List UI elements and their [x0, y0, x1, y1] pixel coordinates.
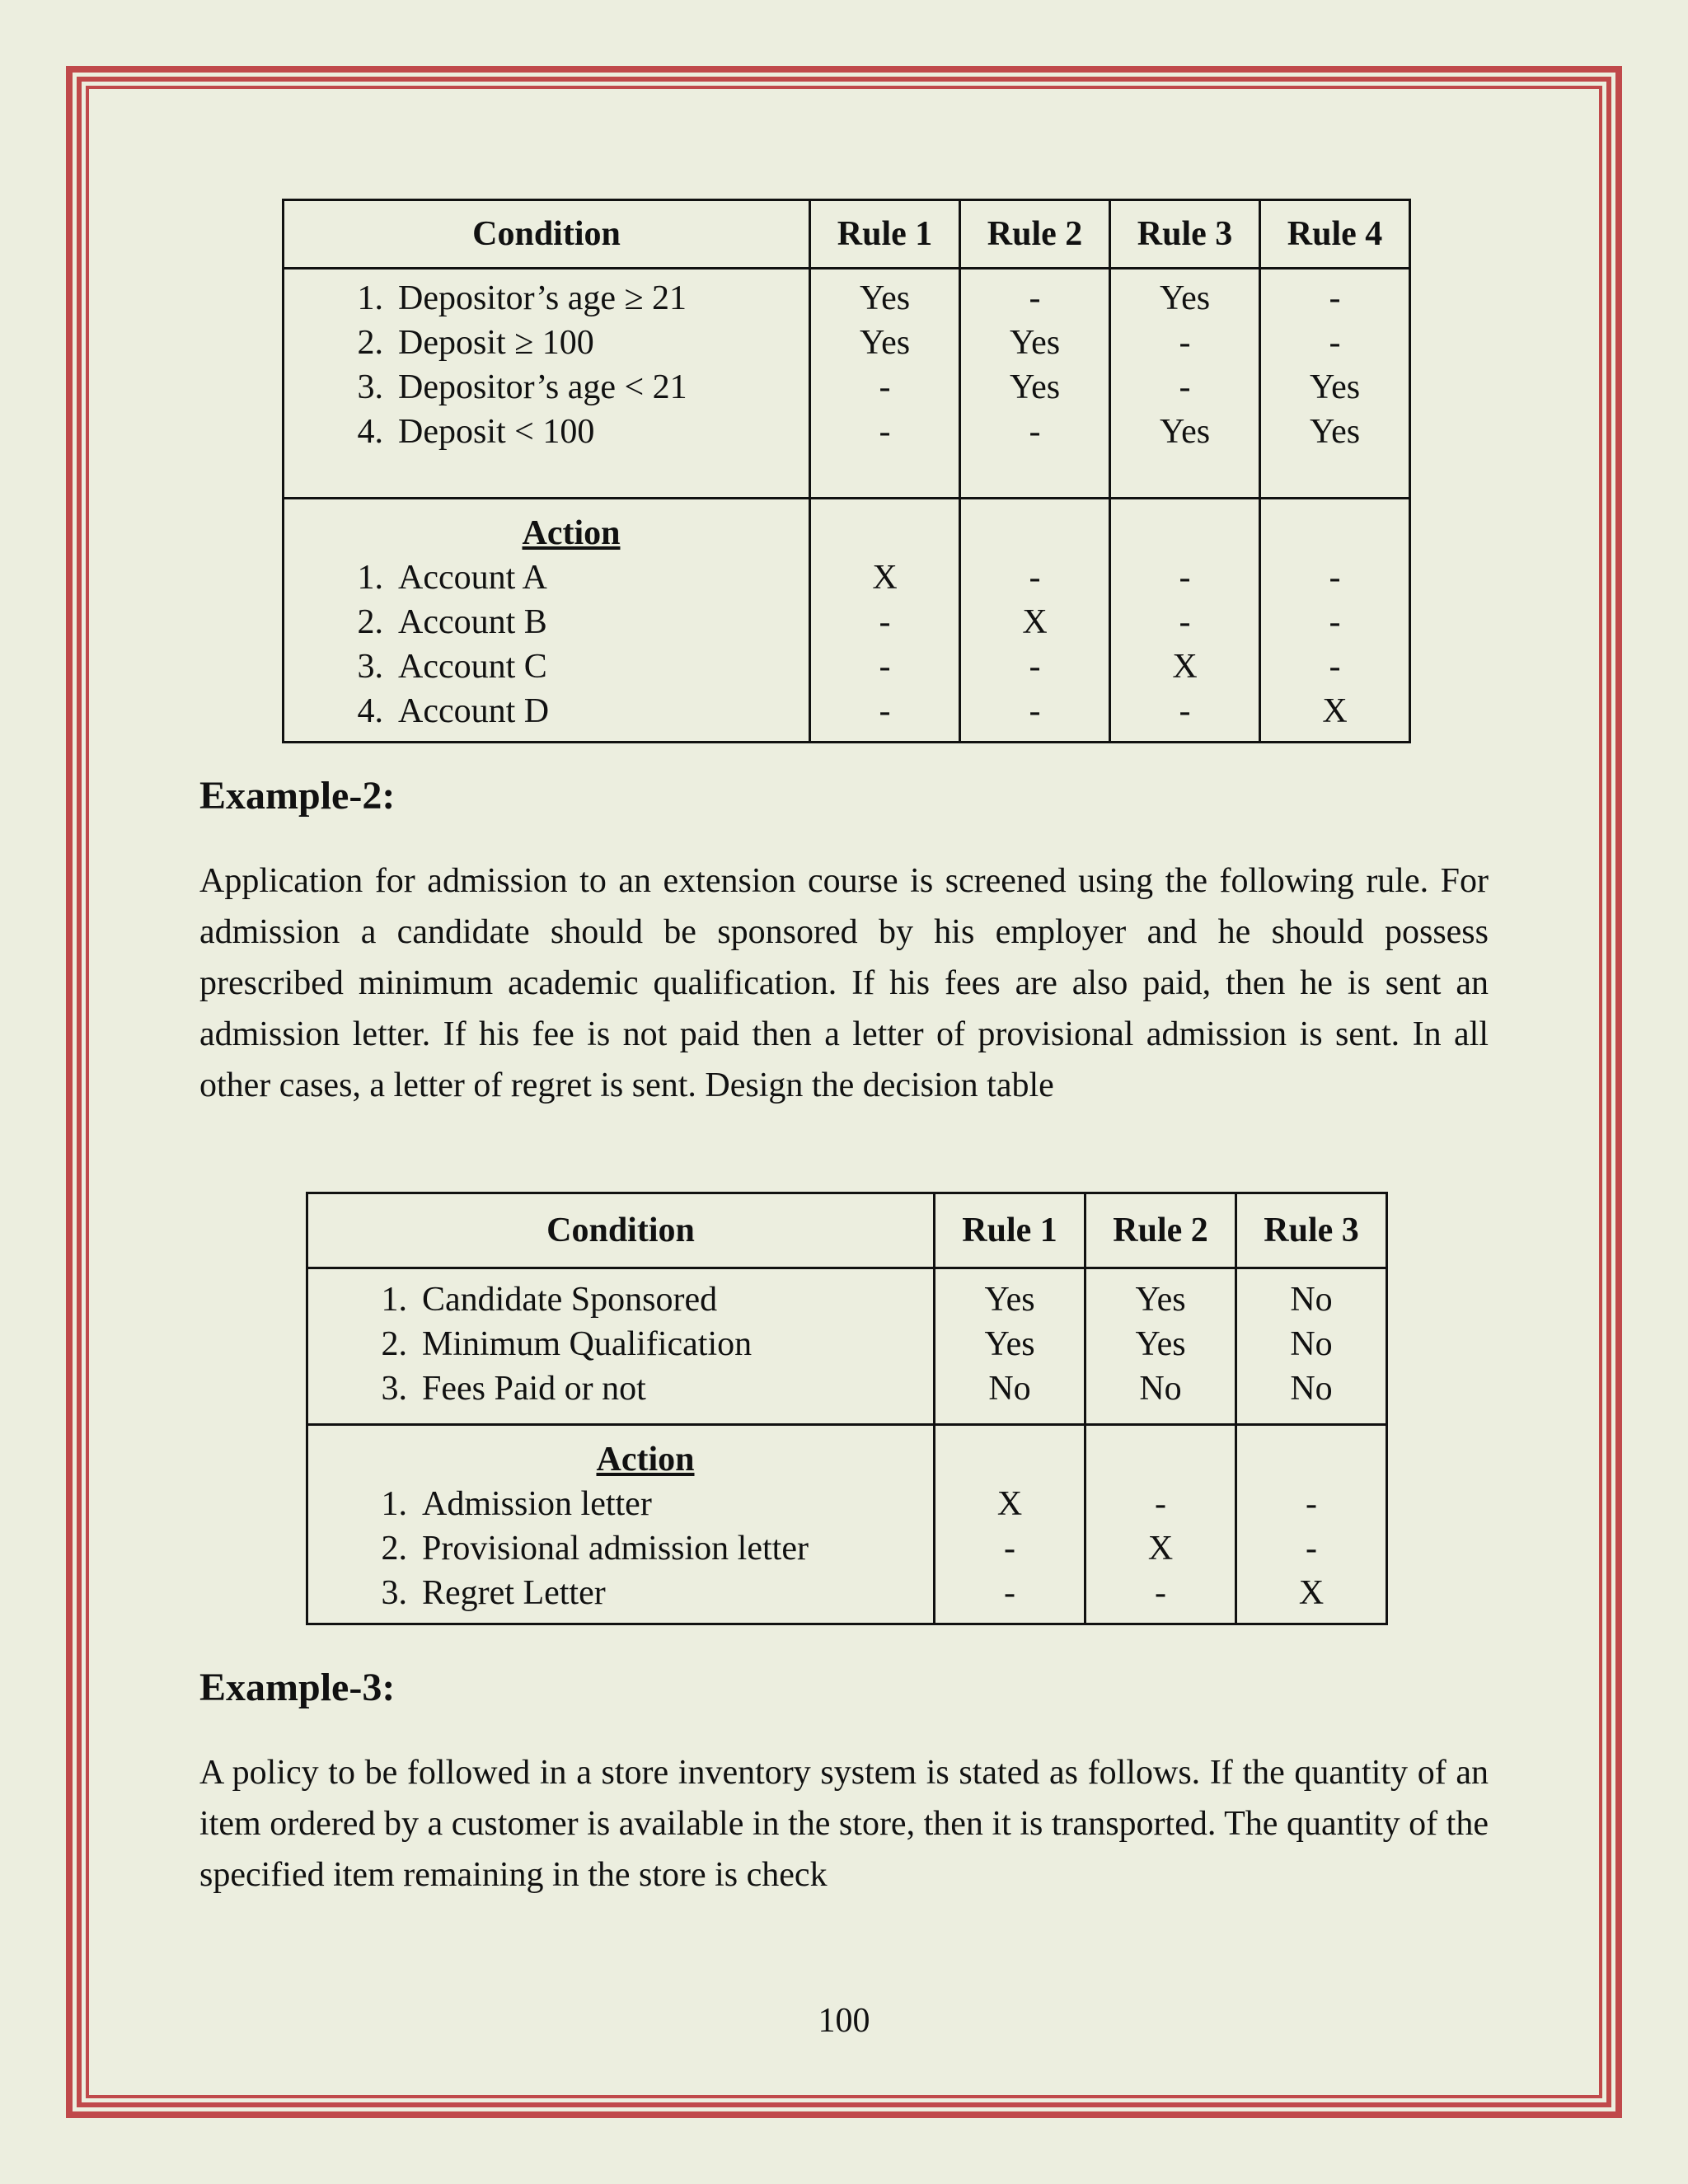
header-rule-2: Rule 2	[1085, 1193, 1236, 1268]
header-rule-1: Rule 1	[810, 200, 960, 269]
conditions-list	[307, 1268, 935, 1425]
rule-4-conditions: - - Yes Yes	[1260, 269, 1410, 499]
rule-1-actions: X - -	[935, 1425, 1085, 1624]
conditions-list	[284, 269, 810, 499]
table-header-row	[307, 1193, 1387, 1268]
example-3-heading: Example-3:	[199, 1666, 396, 1709]
action-item: 2. Account B	[357, 603, 547, 641]
decision-table-1	[282, 199, 1411, 743]
actions-list	[284, 499, 810, 743]
condition-item: 3. Fees Paid or not	[381, 1370, 646, 1408]
actions-list	[307, 1425, 935, 1624]
example-2-heading: Example-2:	[199, 774, 396, 818]
condition-item: 2. Minimum Qualification	[381, 1325, 753, 1363]
rule-3-actions: - - X -	[1110, 499, 1260, 743]
action-item: 3. Account C	[357, 648, 547, 686]
rule-4-actions: - - - X	[1260, 499, 1410, 743]
header-rule-3: Rule 3	[1110, 200, 1260, 269]
condition-item: 3. Depositor’s age < 21	[357, 368, 687, 406]
actions-row	[307, 1425, 1387, 1624]
condition-item: 1. Depositor’s age ≥ 21	[357, 279, 687, 317]
example-2-paragraph: Application for admission to an extension course is screened using the following rule. For admission a candidate should be sponsored by his employer and he should possess prescribed minimum academic qualification. If his fees are also paid, then he is sent an admission letter. If his fee is not paid then a letter of provisional admission is sent. In all other cases, a letter of regret is sent. Design the decision table	[199, 862, 1489, 1104]
header-rule-2: Rule 2	[960, 200, 1110, 269]
rule-2-conditions: - Yes Yes -	[960, 269, 1110, 499]
table-header-row	[284, 200, 1410, 269]
rule-3-conditions: Yes - - Yes	[1110, 269, 1260, 499]
rule-2-actions: - X - -	[960, 499, 1110, 743]
decision-table-2	[306, 1192, 1388, 1625]
conditions-row	[307, 1268, 1387, 1425]
action-heading: Action	[522, 514, 621, 552]
rule-3-actions: - - X	[1236, 1425, 1387, 1624]
conditions-row	[284, 269, 1410, 499]
page-number: 100	[818, 2002, 870, 2040]
condition-item: 2. Deposit ≥ 100	[357, 324, 594, 362]
rule-2-actions: - X -	[1085, 1425, 1236, 1624]
action-heading: Action	[596, 1441, 695, 1479]
header-condition: Condition	[307, 1193, 935, 1268]
rule-2-conditions: Yes Yes No	[1085, 1268, 1236, 1425]
header-rule-4: Rule 4	[1260, 200, 1410, 269]
rule-3-conditions: No No No	[1236, 1268, 1387, 1425]
action-item: 2. Provisional admission letter	[381, 1530, 809, 1568]
rule-1-conditions: Yes Yes - -	[810, 269, 960, 499]
condition-item: 4. Deposit < 100	[357, 413, 595, 451]
rule-1-conditions: Yes Yes No	[935, 1268, 1085, 1425]
actions-row	[284, 499, 1410, 743]
header-rule-1: Rule 1	[935, 1193, 1085, 1268]
action-item: 4. Account D	[357, 692, 550, 730]
action-item: 1. Account A	[357, 559, 547, 597]
header-rule-3: Rule 3	[1236, 1193, 1387, 1268]
action-item: 1. Admission letter	[381, 1485, 652, 1523]
action-item: 3. Regret Letter	[381, 1574, 606, 1612]
rule-1-actions: X - - -	[810, 499, 960, 743]
condition-item: 1. Candidate Sponsored	[381, 1281, 718, 1319]
header-condition: Condition	[284, 200, 810, 269]
example-3-paragraph: A policy to be followed in a store inventory system is stated as follows. If the quantity of an item ordered by a customer is available in the store, then it is transported. The quantity of the specified item remaining in the store is check	[199, 1754, 1489, 1894]
